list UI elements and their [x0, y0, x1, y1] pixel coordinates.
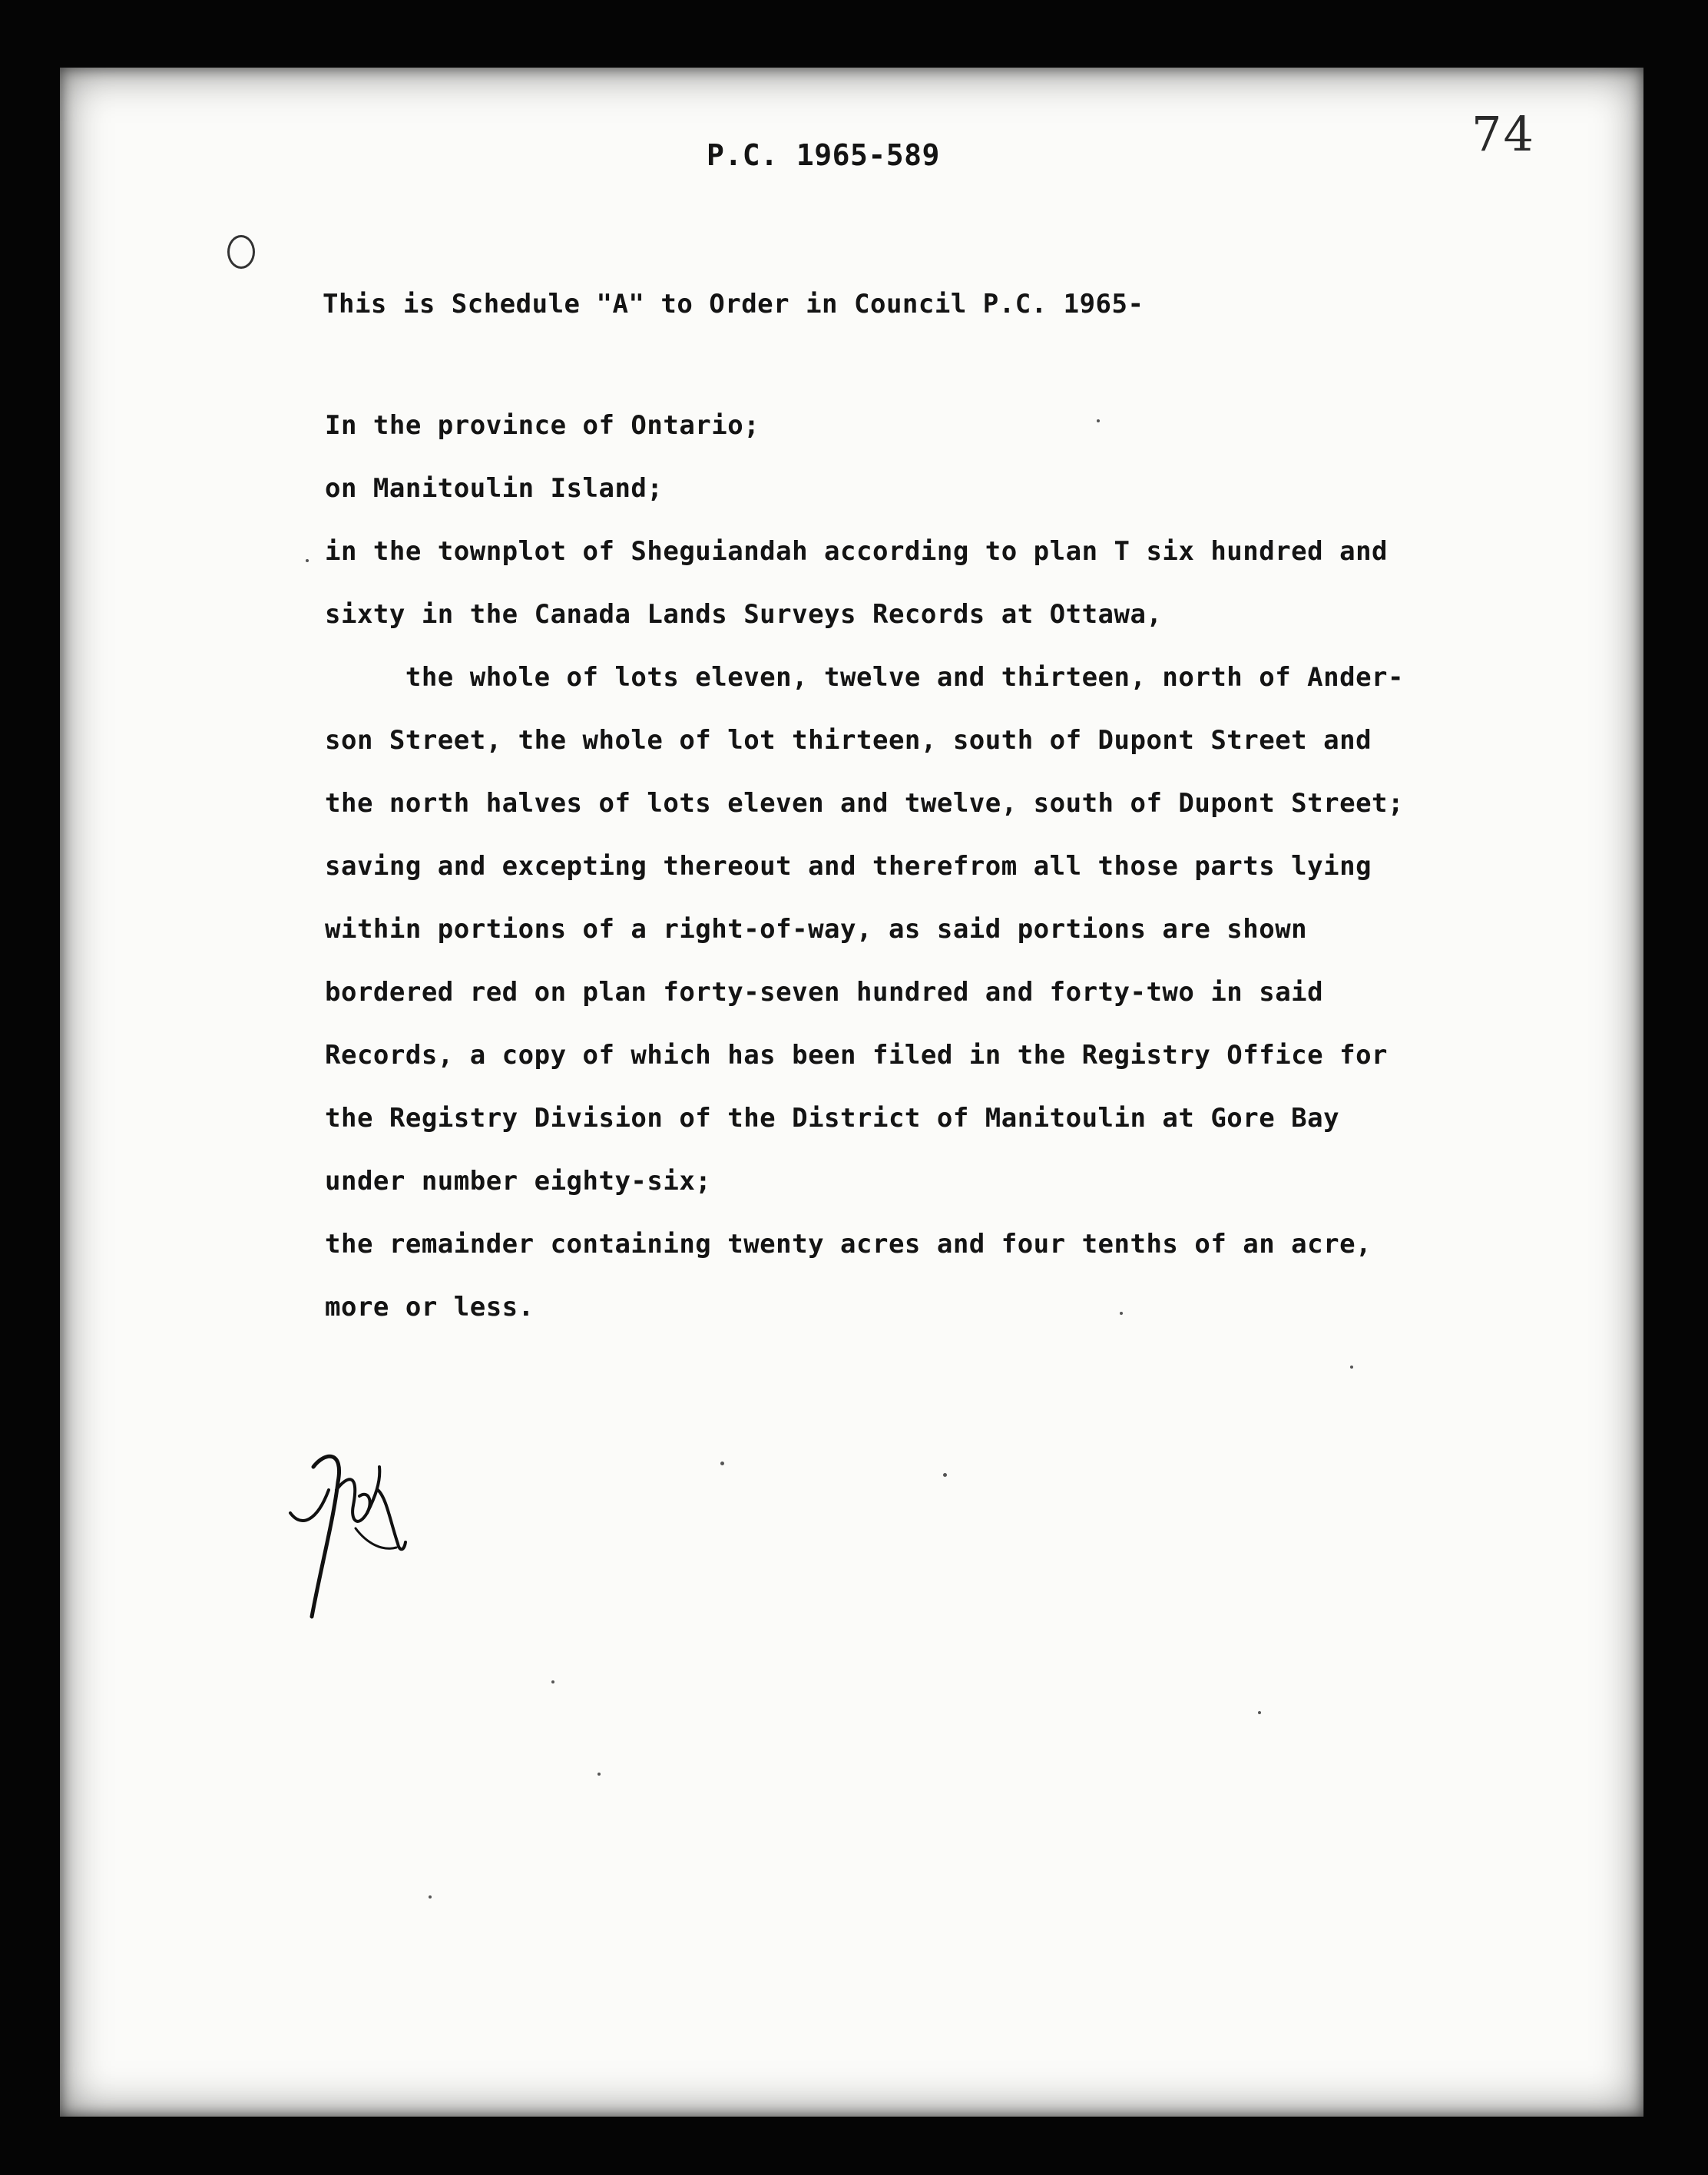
- body-line: within portions of a right-of-way, as said portions are shown: [325, 914, 1308, 945]
- body-line: Records, a copy of which has been filed in the Registry Office for: [325, 1040, 1389, 1071]
- scan-speck: [597, 1773, 601, 1776]
- body-line: bordered red on plan forty-seven hundred and forty-two in said: [325, 977, 1324, 1008]
- body-line: In the province of Ontario;: [325, 410, 760, 441]
- body-line: saving and excepting thereout and therefrom all those parts lying: [325, 851, 1372, 882]
- scan-speck: [1350, 1366, 1353, 1369]
- scan-speck: [551, 1680, 554, 1683]
- punch-hole-mark: [227, 235, 255, 269]
- body-line: the whole of lots eleven, twelve and thirteen, north of Ander-: [325, 662, 1404, 693]
- body-line: sixty in the Canada Lands Surveys Records at Ottawa,: [325, 599, 1163, 630]
- body-line: the north halves of lots eleven and twelve, south of Dupont Street;: [325, 788, 1404, 819]
- page-number: 74: [1471, 106, 1535, 162]
- body-line: on Manitoulin Island;: [325, 473, 664, 504]
- handwritten-signature: [283, 1436, 421, 1640]
- scan-speck: [306, 559, 309, 562]
- scan-speck: [1097, 419, 1100, 422]
- scan-speck: [943, 1473, 947, 1477]
- body-line: under number eighty-six;: [325, 1166, 712, 1197]
- document-page: [60, 68, 1643, 2117]
- order-reference: P.C. 1965-589: [707, 138, 940, 172]
- scan-speck: [429, 1895, 432, 1899]
- scan-speck: [1258, 1711, 1261, 1714]
- scan-speck: [720, 1462, 724, 1465]
- body-line: the Registry Division of the District of Manitoulin at Gore Bay: [325, 1103, 1340, 1134]
- scan-speck: [1120, 1312, 1123, 1315]
- body-line: the remainder containing twenty acres and four tenths of an acre,: [325, 1229, 1372, 1260]
- body-line: more or less.: [325, 1292, 535, 1323]
- body-line: son Street, the whole of lot thirteen, south of Dupont Street and: [325, 725, 1372, 756]
- schedule-heading: This is Schedule "A" to Order in Council P.C. 1965-: [323, 289, 1144, 319]
- body-line: in the townplot of Sheguiandah according to plan T six hundred and: [325, 536, 1389, 567]
